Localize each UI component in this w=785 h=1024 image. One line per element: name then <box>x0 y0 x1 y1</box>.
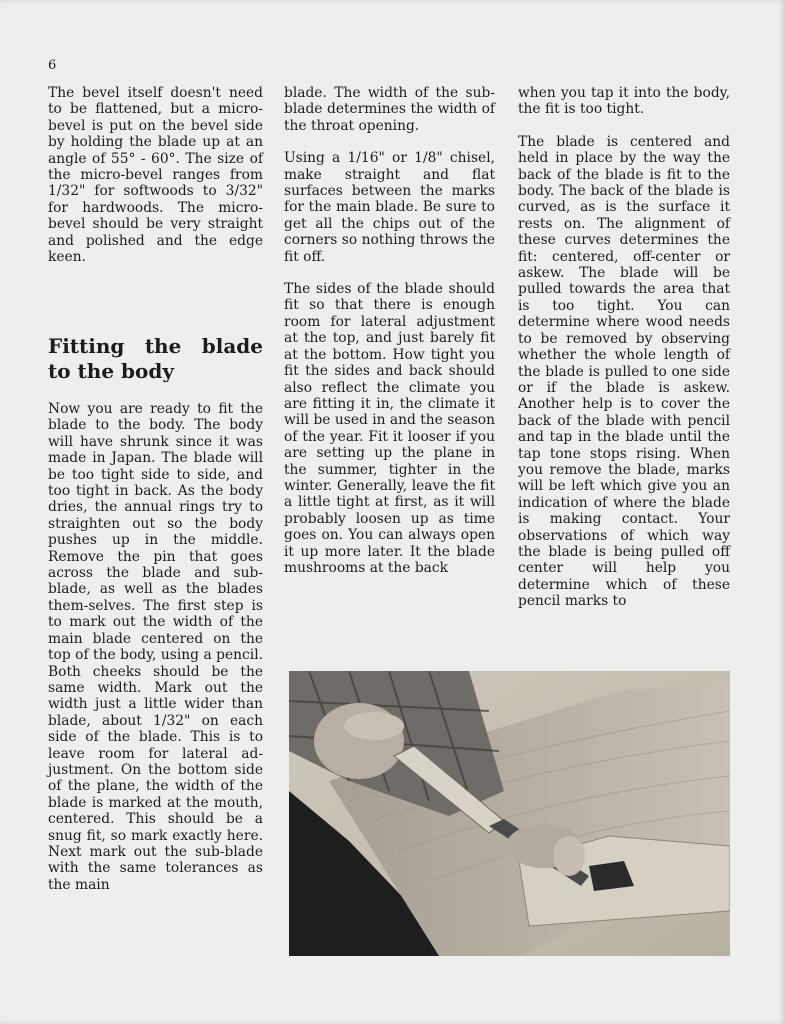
column-1-top <box>48 85 263 265</box>
column-2 <box>284 85 495 576</box>
page-number: 6 <box>48 58 57 73</box>
column-3 <box>518 85 730 610</box>
paragraph-chisel: Using a 1/16" or 1/8" chisel, make straight and flat surfaces between the marks for the main blade. Be sure to get all the chips out of the corners so nothing throws the fit off. <box>284 150 495 265</box>
paragraph-blade-centered: The blade is centered and held in place by the way the back of the blade is fit to the body. The back of the blade is curved, as is the surface it rests on. The alignment of these curves determines the fit: centered, off-center or askew. The blade will be pulled towards the area that is too tight. You can determine where wood needs to be removed by observing whether the whole length of the blade is pulled to one side or if the blade is askew. Another help is to cover the back of the blade with pencil and tap in the blade until the tap tone stops rising. When you remove the blade, marks will be left which give you an indication of where the blade is making contact. Your observations of which way the blade is being pulled off center will help you determine which of these pencil marks to <box>518 133 730 610</box>
paragraph-tap-fit: when you tap it into the body, the fit is too tight. <box>518 85 730 118</box>
column-1-bottom <box>48 401 263 893</box>
paragraph-sides-fit: The sides of the blade should fit so that there is enough room for lateral adjustment at the top, and just barely fit at the bottom. How tight you fit the sides and back should also reflect the climate you are fitting it in, the climate it will be used in and the season of the year. Fit it looser if you are setting up the plane in the summer, tighter in the winter. Generally, leave the fit a little tight at first, as it will probably loosen up as time goes on. You can always open it up more later. It the blade mushrooms at the back <box>284 281 495 576</box>
heading-line-2: to the body <box>48 359 174 383</box>
heading-line-1: Fitting the blade <box>48 334 263 358</box>
chisel-photo <box>289 671 730 956</box>
paragraph-micro-bevel: The bevel itself doesn't need to be flattened, but a micro-bevel is put on the bevel side by holding the blade up at an angle of 55° - 60°. The size of the micro-bevel ranges from 1/32" for softwoods to 3/32" for hardwoods. The micro-bevel should be very straight and polished and the edge keen. <box>48 85 263 266</box>
paragraph-fitting-intro: Now you are ready to fit the blade to the body. The body will have shrunk since it was made in Japan. The blade will be too tight side to side, and too tight in back. As the body dries, the annual rings try to straighten out so the body pushes up in the middle. Remove the pin that goes across the blade and sub-blade, as well as the blades them-selves. The first step is to mark out the width of the main blade centered on the top of the body, using a pencil. Both cheeks should be the same width. Mark out the width just a little wider than blade, about 1/32" on each side of the blade. This is to leave room for lateral ad-justment. On the bottom side of the plane, the width of the blade is marked at the mouth, centered. This should be a snug fit, so mark exactly here. Next mark out the sub-blade with the same tolerances as the main <box>48 401 263 893</box>
section-heading <box>48 334 263 384</box>
paragraph-sub-blade: blade. The width of the sub-blade determines the width of the throat opening. <box>284 85 495 134</box>
